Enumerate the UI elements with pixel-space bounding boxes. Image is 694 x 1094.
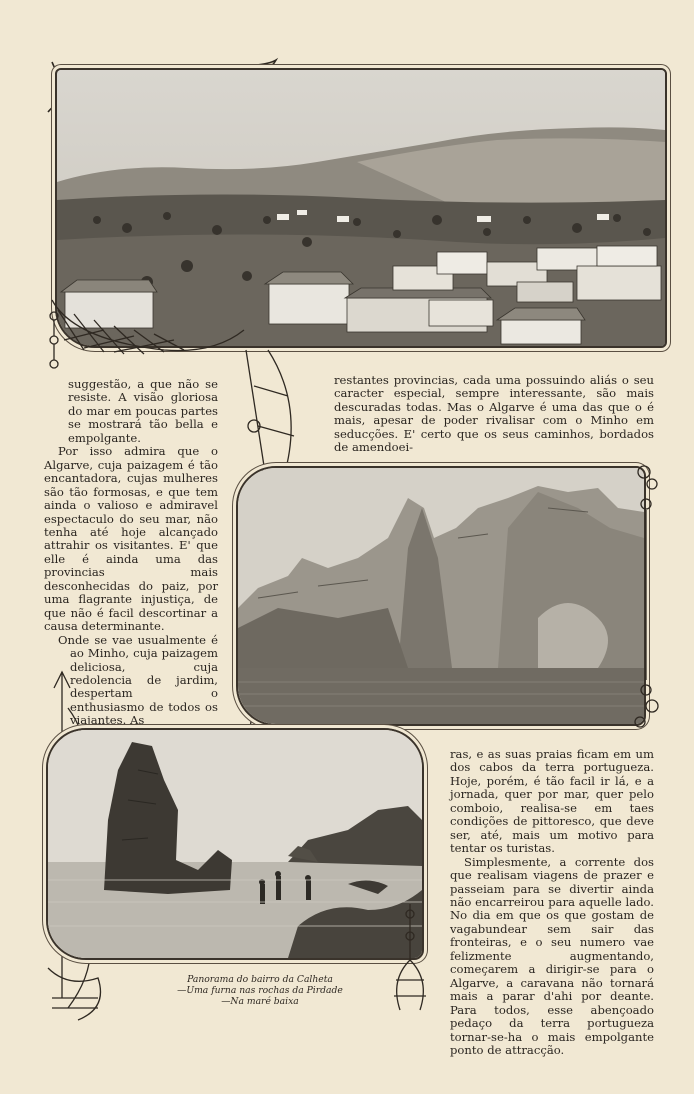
text-column-left — [44, 378, 218, 728]
text-column-right-top — [334, 374, 654, 455]
panorama-photo — [55, 68, 667, 348]
photo-caption — [140, 974, 380, 1007]
caption-line: —Na maré baixa — [221, 996, 299, 1007]
caption-line: Panorama do bairro da Calheta — [187, 974, 333, 985]
text-column-right-bottom — [450, 748, 654, 1057]
rocks-photo — [236, 466, 646, 726]
paragraph: Por isso admira que o Algarve, cuja paizagem é tão encantadora, cujas mulheres são tão formosas, e que tem ainda o valioso e admiravel espectaculo do seu mar, não tenha até hoje alcançado attrahir os visitantes. E' que elle é ainda uma das provincias mais desconhecidas do paiz, por uma flagrante injustiça, de que não é facil descortinar a causa determinante. — [44, 444, 218, 634]
sea-stack-photo — [46, 728, 424, 960]
paragraph: suggestão, a que não se resiste. A visão gloriosa do mar em poucas partes se mostrará tão bella e empolgante. — [68, 377, 218, 445]
paragraph: ras, e as suas praias ficam em um dos cabos da terra portugueza. Hoje, porém, é tão facil ir lá, e a jornada, quer por mar, quer pelo comboio, realisa-se em taes condições de pittoresco, que deve ser, até, mais um motivo para tentar os turistas. — [450, 747, 654, 856]
paragraph: restantes provincias, cada uma possuindo aliás o seu caracter especial, sempre interessante, são mais descuradas todas. Mas o Algarve é uma das que o é mais, apesar de poder rivalisar com o Minho em seducções. E' certo que os seus caminhos, bordados de amendoei- — [334, 373, 654, 455]
paragraph: Onde se vae usualmente é ao Minho, cuja paizagem deliciosa, cuja redolencia de jardim, despertam o enthusiasmo de todos os viajantes. As — [58, 632, 218, 728]
caption-line: —Uma furna nas rochas da Pirdade — [177, 985, 343, 996]
paragraph: Simplesmente, a corrente dos que realisam viagens de prazer e passeiam para se divertir ainda não encarreirou para aquelle lado. No dia em que os que gostam de vagabundear sem sair das fronteiras, e o seu numero vae felizmente augmentando, começarem a dirigir-se para o Algarve, a caravana não tornará mais a parar d'ahi por deante. Para todos, esse abençoado pedaço da terra portugueza tornar-se-ha o mais empolgante ponto de attracção. — [450, 854, 654, 1057]
